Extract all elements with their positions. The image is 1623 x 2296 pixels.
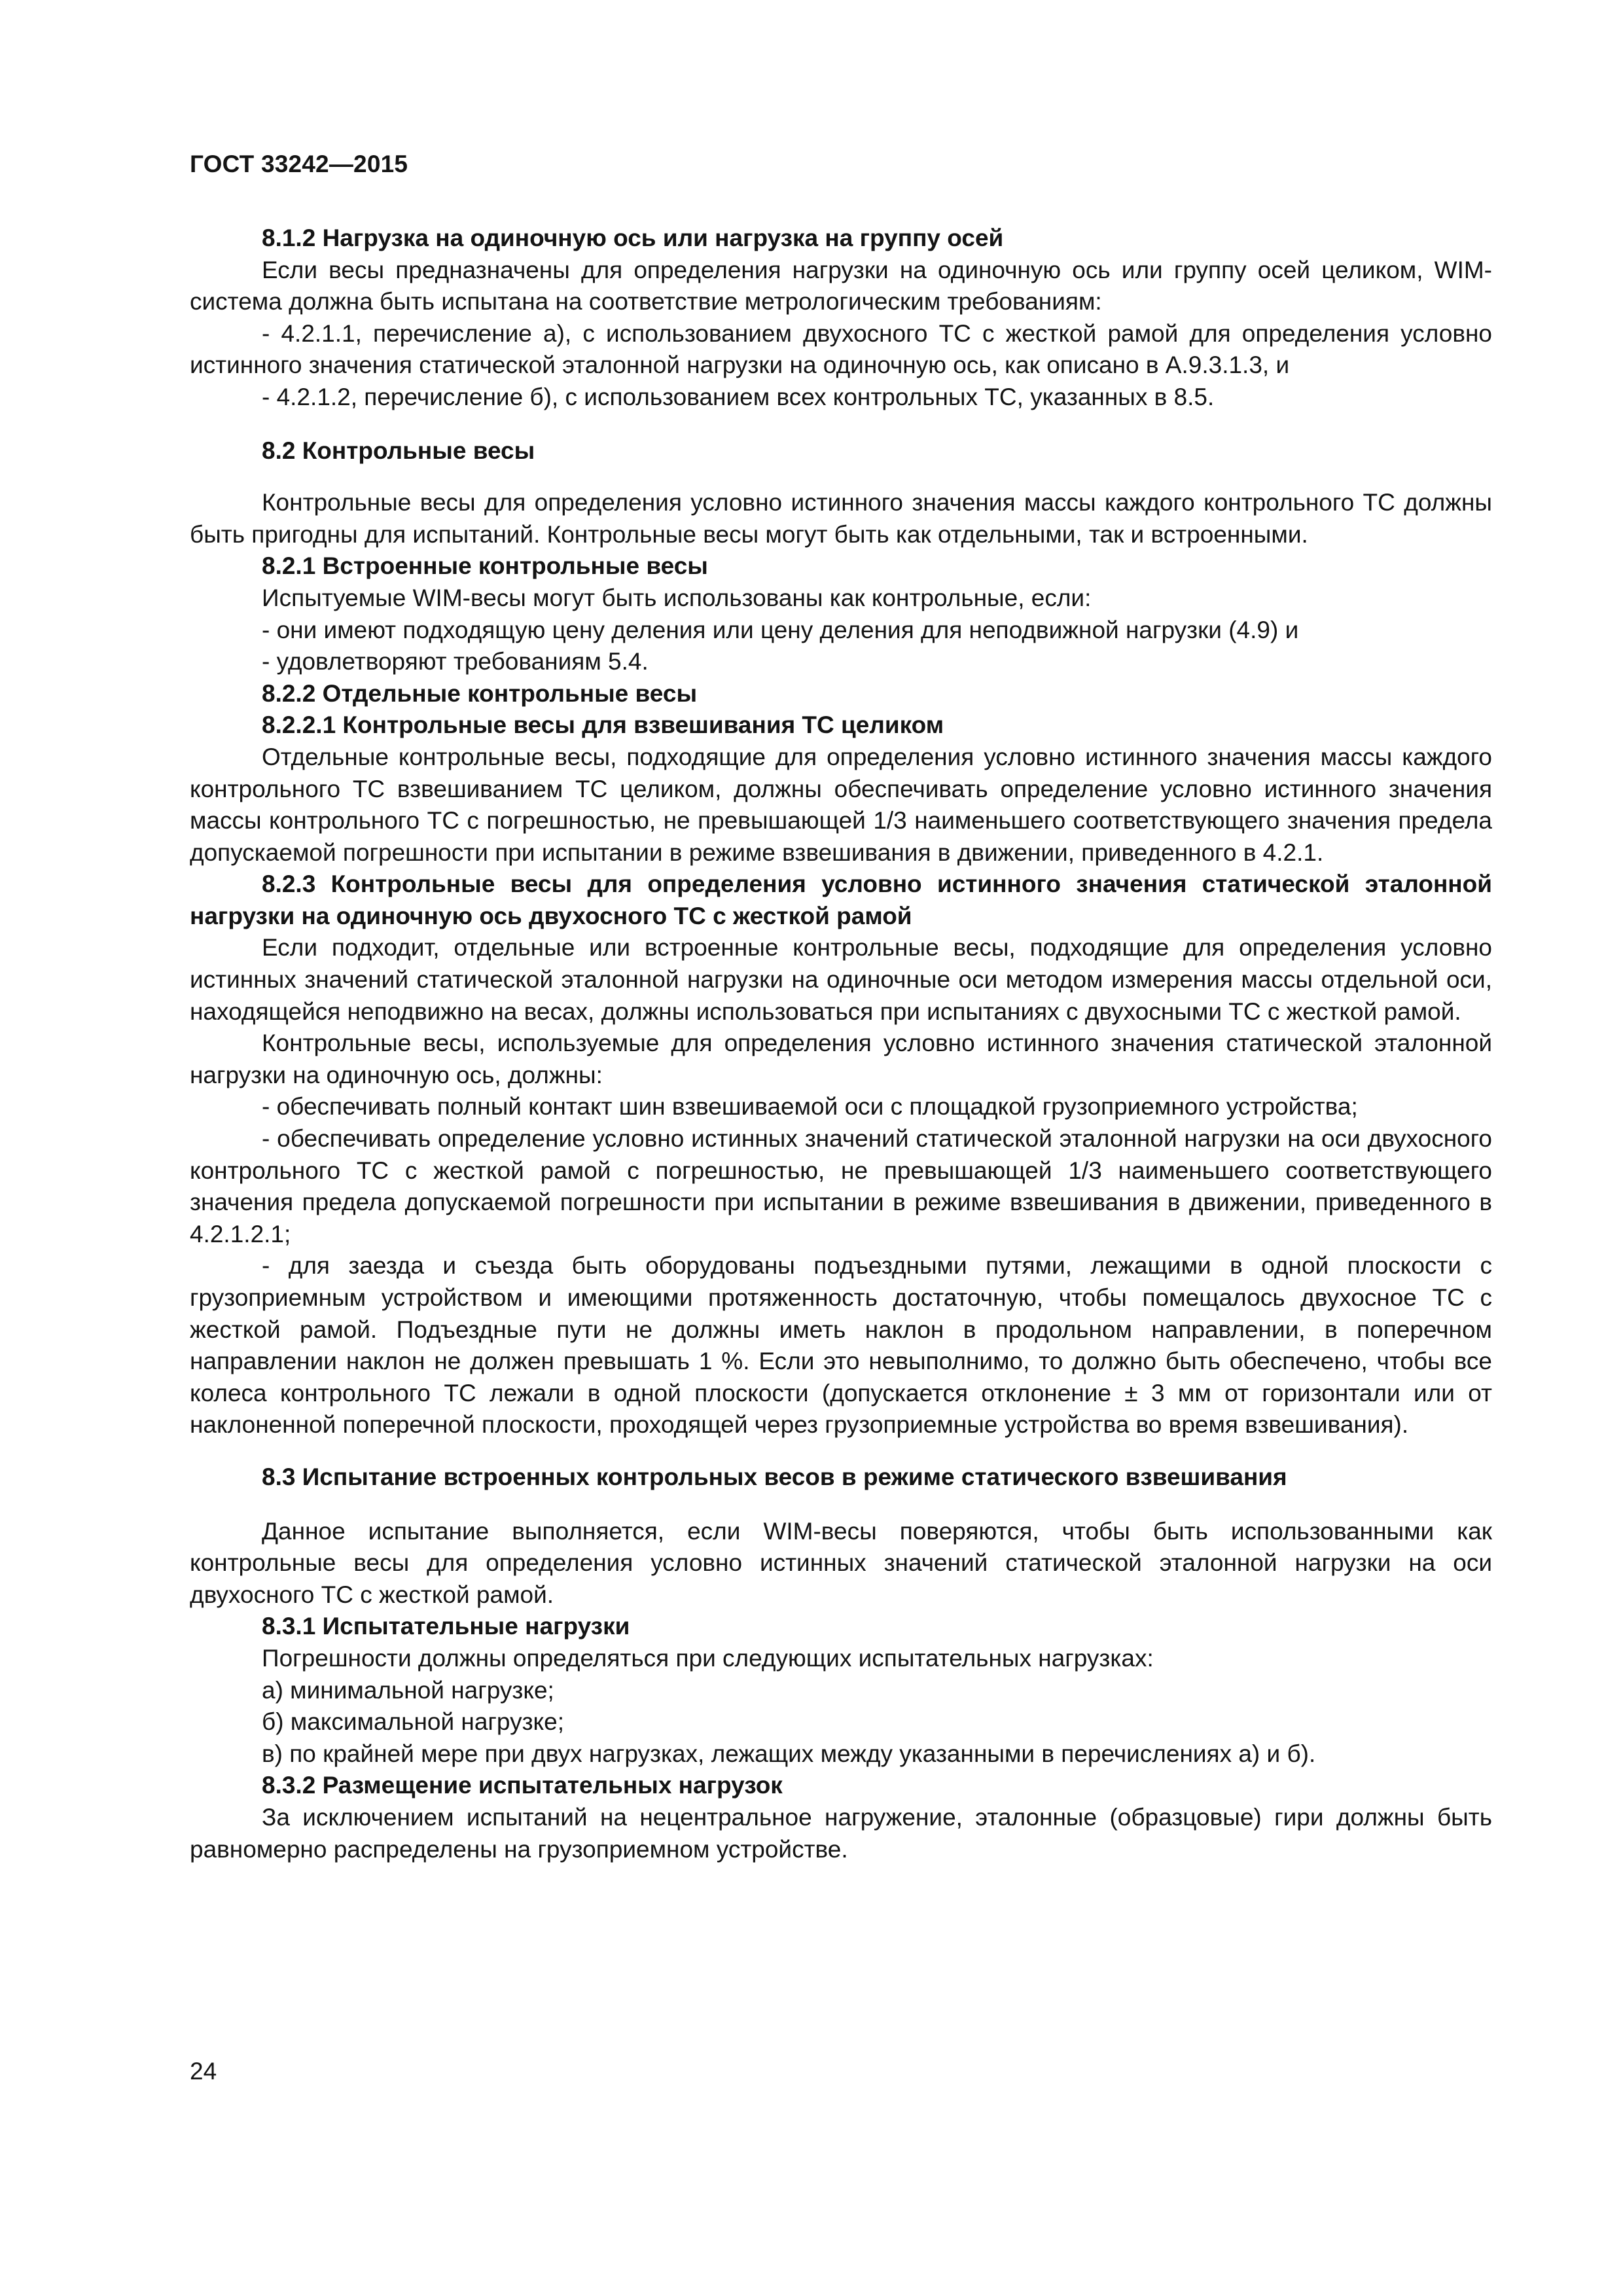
paragraph: Если весы предназначены для определения нагрузки на одиночную ось или группу осей целиком, WIM-система должна быть испытана на соответствие метрологическим требованиям:: [190, 256, 1492, 315]
section-heading-8-2-3: 8.2.3 Контрольные весы для определения условно истинного значения статической эталонной нагрузки на одиночную ось двухосного ТС с жесткой рамой: [190, 870, 1492, 929]
section-heading-8-1-2: 8.1.2 Нагрузка на одиночную ось или нагрузка на группу осей: [262, 224, 1004, 251]
paragraph: Контрольные весы, используемые для определения условно истинного значения статической эталонной нагрузки на одиночную ось, должны:: [190, 1030, 1492, 1088]
paragraph: Контрольные весы для определения условно истинного значения массы каждого контрольного ТС должны быть пригодны для испытаний. Контрольные весы могут быть как отдельными, так и встроенными.: [190, 489, 1492, 548]
paragraph: Если подходит, отдельные или встроенные контрольные весы, подходящие для определения условно истинных значений статической эталонной нагрузки на одиночные оси методом измерения массы отдельной оси, находящейся неподвижно на весах, должны использоваться при испытаниях с двухосными ТС с жесткой рамой.: [190, 934, 1492, 1025]
document-header: ГОСТ 33242—2015: [190, 151, 408, 177]
list-item: б) максимальной нагрузке;: [262, 1708, 565, 1736]
list-item: в) по крайней мере при двух нагрузках, лежащих между указанными в перечислениях а) и б).: [262, 1740, 1316, 1767]
list-item: а) минимальной нагрузке;: [262, 1676, 554, 1704]
section-heading-8-2: 8.2 Контрольные весы: [262, 437, 535, 464]
section-heading-8-3: 8.3 Испытание встроенных контрольных весов в режиме статического взвешивания: [262, 1463, 1287, 1490]
paragraph: Испытуемые WIM-весы могут быть использованы как контрольные, если:: [262, 584, 1092, 611]
section-heading-8-3-2: 8.3.2 Размещение испытательных нагрузок: [262, 1772, 783, 1799]
section-heading-8-2-2-1: 8.2.2.1 Контрольные весы для взвешивания ТС целиком: [262, 711, 944, 739]
list-item: - обеспечивать определение условно истинных значений статической эталонной нагрузки на оси двухосного контрольного ТС с жесткой рамой с погрешностью, не превышающей 1/3 наименьшего соответствующего значения предела допускаемой погрешности при испытании в режиме взвешивания в движении, приведенного в 4.2.1.2.1;: [190, 1125, 1492, 1247]
paragraph: Погрешности должны определяться при следующих испытательных нагрузках:: [262, 1644, 1154, 1672]
list-item: - 4.2.1.2, перечисление б), с использованием всех контрольных ТС, указанных в 8.5.: [262, 383, 1215, 410]
document-body: [190, 223, 1492, 1865]
paragraph: Отдельные контрольные весы, подходящие для определения условно истинного значения массы каждого контрольного ТС взвешиванием ТС целиком, должны обеспечивать определение условно истинного значения массы контрольного ТС с погрешностью, не превышающей 1/3 наименьшего соответствующего значения предела допускаемой погрешности при испытании в режиме взвешивания в движении, приведенного в 4.2.1.: [190, 743, 1492, 866]
paragraph: Данное испытание выполняется, если WIM-весы поверяются, чтобы быть использованными как контрольные весы для определения условно истинных значений статической эталонной нагрузки на оси двухосного ТС с жесткой рамой.: [190, 1517, 1492, 1608]
section-heading-8-2-1: 8.2.1 Встроенные контрольные весы: [262, 552, 708, 580]
list-item: - удовлетворяют требованиям 5.4.: [262, 648, 649, 675]
section-heading-8-3-1: 8.3.1 Испытательные нагрузки: [262, 1613, 630, 1640]
list-item: - 4.2.1.1, перечисление а), с использованием двухосного ТС с жесткой рамой для определения условно истинного значения статической эталонной нагрузки на одиночную ось, как описано в А.9.3.1.3, и: [190, 319, 1492, 379]
paragraph: За исключением испытаний на нецентральное нагружение, эталонные (образцовые) гири должны быть равномерно распределены на грузоприемном устройстве.: [190, 1803, 1492, 1863]
list-item: - для заезда и съезда быть оборудованы подъездными путями, лежащими в одной плоскости с грузоприемным устройством и имеющими протяженность достаточную, чтобы помещалось двухосное ТС с жесткой рамой. Подъездные пути не должны иметь наклон в продольном направлении, в поперечном направлении наклон не должен превышать 1 %. Если это невыполнимо, то должно быть обеспечено, чтобы все колеса контрольного ТС лежали в одной плоскости (допускается отклонение ± 3 мм от горизонтали или от наклоненной поперечной плоскости, проходящей через грузоприемные устройства во время взвешивания).: [190, 1252, 1492, 1439]
section-heading-8-2-2: 8.2.2 Отдельные контрольные весы: [262, 679, 698, 707]
list-item: - они имеют подходящую цену деления или цену деления для неподвижной нагрузки (4.9) и: [262, 616, 1299, 643]
list-item: - обеспечивать полный контакт шин взвешиваемой оси с площадкой грузоприемного устройства;: [262, 1093, 1358, 1121]
page-number: 24: [190, 2058, 217, 2085]
